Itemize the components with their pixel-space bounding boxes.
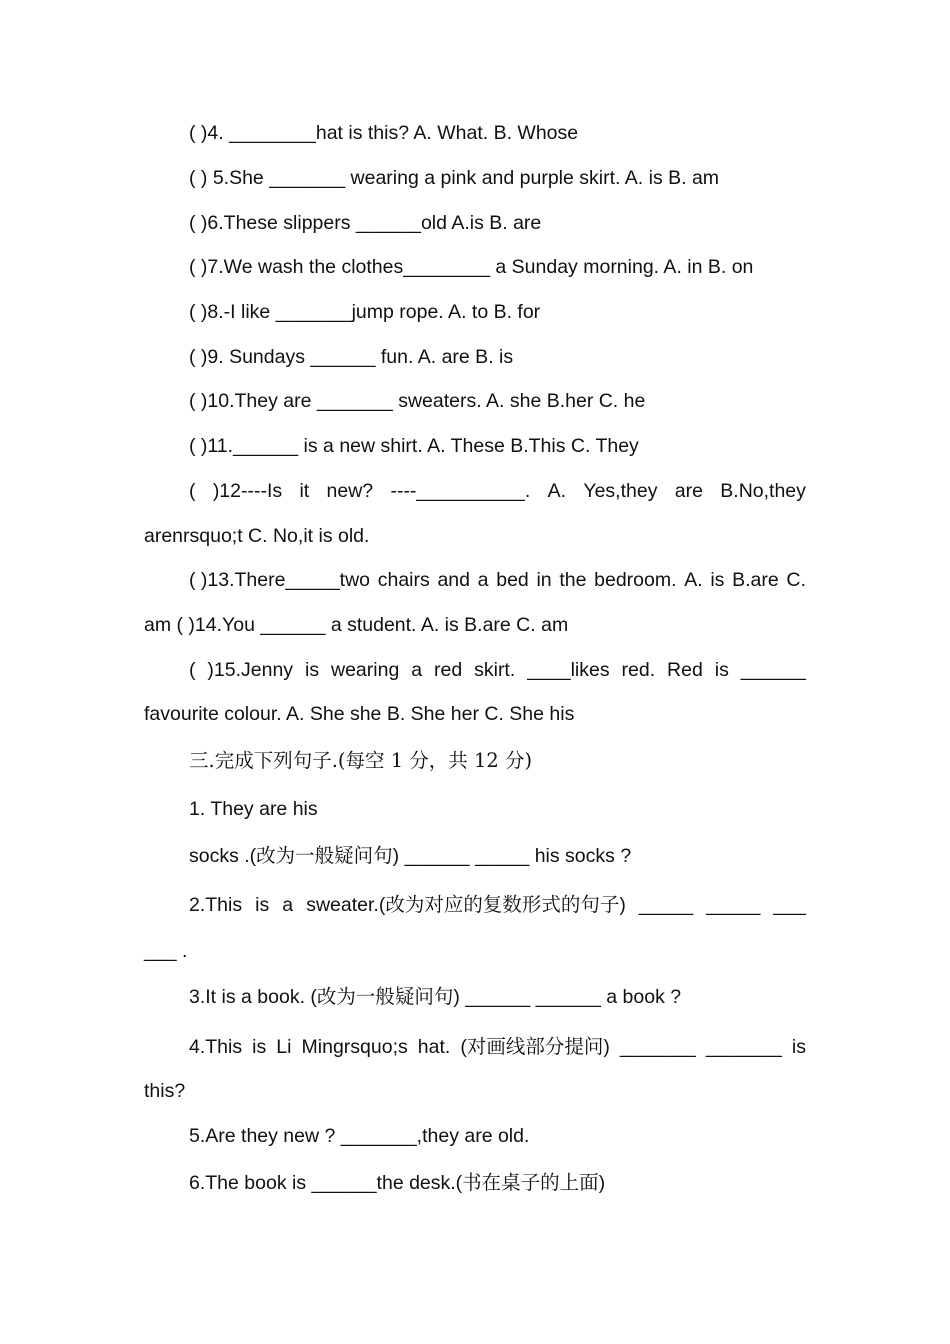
word: are <box>674 480 703 502</box>
question-5: ( ) 5.She _______ wearing a pink and purple skirt. A. is B. am <box>189 167 720 189</box>
word: a <box>477 569 489 591</box>
question-15-line1 <box>189 658 806 682</box>
word: )15.Jenny <box>207 659 294 681</box>
word: is <box>252 1036 267 1058</box>
word: Li <box>276 1036 292 1058</box>
word: new? <box>326 480 374 502</box>
word: B.No,they <box>720 480 806 502</box>
question-13-14-line2: am ( )14.You ______ a student. A. is B.are C. am <box>144 614 569 636</box>
sentence-3: 3.It is a book. (改为一般疑问句) ______ ______ a book ? <box>189 986 682 1008</box>
word: ( )13.There_____two <box>189 569 371 591</box>
sentence-2-line2: ___ . <box>144 940 188 962</box>
word: is <box>710 569 725 591</box>
word: B.are <box>732 569 779 591</box>
sentence-2-line1 <box>189 893 806 917</box>
word: sweater.(改为对应的复数形式的句子) <box>306 894 626 916</box>
word: _______ <box>705 1036 782 1058</box>
question-10: ( )10.They are _______ sweaters. A. she B.her C. he <box>189 390 646 412</box>
word: and <box>437 569 470 591</box>
word: hat. <box>417 1036 451 1058</box>
word: chairs <box>377 569 430 591</box>
word: is <box>714 659 729 681</box>
sentence-1-line2: socks .(改为一般疑问句) ______ _____ his socks ? <box>189 845 632 867</box>
word: a <box>411 659 423 681</box>
word: in <box>536 569 552 591</box>
word: Mingrsquo;s <box>301 1036 408 1058</box>
sentence-4-line1 <box>189 1035 806 1059</box>
word: 2.This <box>189 894 243 916</box>
question-13-line1 <box>189 568 806 592</box>
question-12-line1 <box>189 479 806 503</box>
word: bed <box>496 569 529 591</box>
word: is <box>255 894 270 916</box>
question-6: ( )6.These slippers ______old A.is B. are <box>189 212 542 234</box>
word: it <box>299 480 310 502</box>
word: A. <box>547 480 567 502</box>
word: ( <box>189 480 196 502</box>
word: red <box>434 659 463 681</box>
word: red. <box>621 659 656 681</box>
question-9: ( )9. Sundays ______ fun. A. are B. is <box>189 346 514 368</box>
word: ____likes <box>527 659 610 681</box>
word: is <box>791 1036 806 1058</box>
question-7: ( )7.We wash the clothes________ a Sunday morning. A. in B. on <box>189 256 754 278</box>
question-12-line2: arenrsquo;t C. No,it is old. <box>144 525 370 547</box>
word: skirt. <box>474 659 516 681</box>
word: ___ <box>773 894 806 916</box>
question-11: ( )11.______ is a new shirt. A. These B.This C. They <box>189 435 639 457</box>
word: bedroom. <box>594 569 677 591</box>
word: wearing <box>331 659 400 681</box>
word: )12----Is <box>212 480 283 502</box>
sentence-4-line2: this? <box>144 1080 186 1102</box>
word: 4.This <box>189 1036 243 1058</box>
word: C. <box>786 569 806 591</box>
word: is <box>304 659 320 681</box>
word: A. <box>684 569 703 591</box>
word: the <box>559 569 587 591</box>
word: Yes,they <box>583 480 658 502</box>
section-3-heading: 三.完成下列句子.(每空 1 分，共 12 分) <box>189 749 533 772</box>
sentence-6: 6.The book is ______the desk.(书在桌子的上面) <box>189 1172 606 1194</box>
word: a <box>282 894 294 916</box>
question-4: ( )4. ________hat is this? A. What. B. Whose <box>189 122 579 144</box>
word: (对画线部分提问) <box>460 1036 610 1058</box>
word: _______ <box>619 1036 696 1058</box>
question-8: ( )8.-I like _______jump rope. A. to B. for <box>189 301 541 323</box>
word: _____ <box>706 894 761 916</box>
word: ----__________. <box>390 480 531 502</box>
word: ( <box>189 659 196 681</box>
sentence-5: 5.Are they new ? _______,they are old. <box>189 1125 530 1147</box>
word: _____ <box>638 894 694 916</box>
sentence-1-line1: 1. They are his <box>189 798 318 820</box>
word: Red <box>667 659 703 681</box>
question-15-line2: favourite colour. A. She she B. She her C. She his <box>144 703 575 725</box>
word: ______ <box>740 659 806 681</box>
